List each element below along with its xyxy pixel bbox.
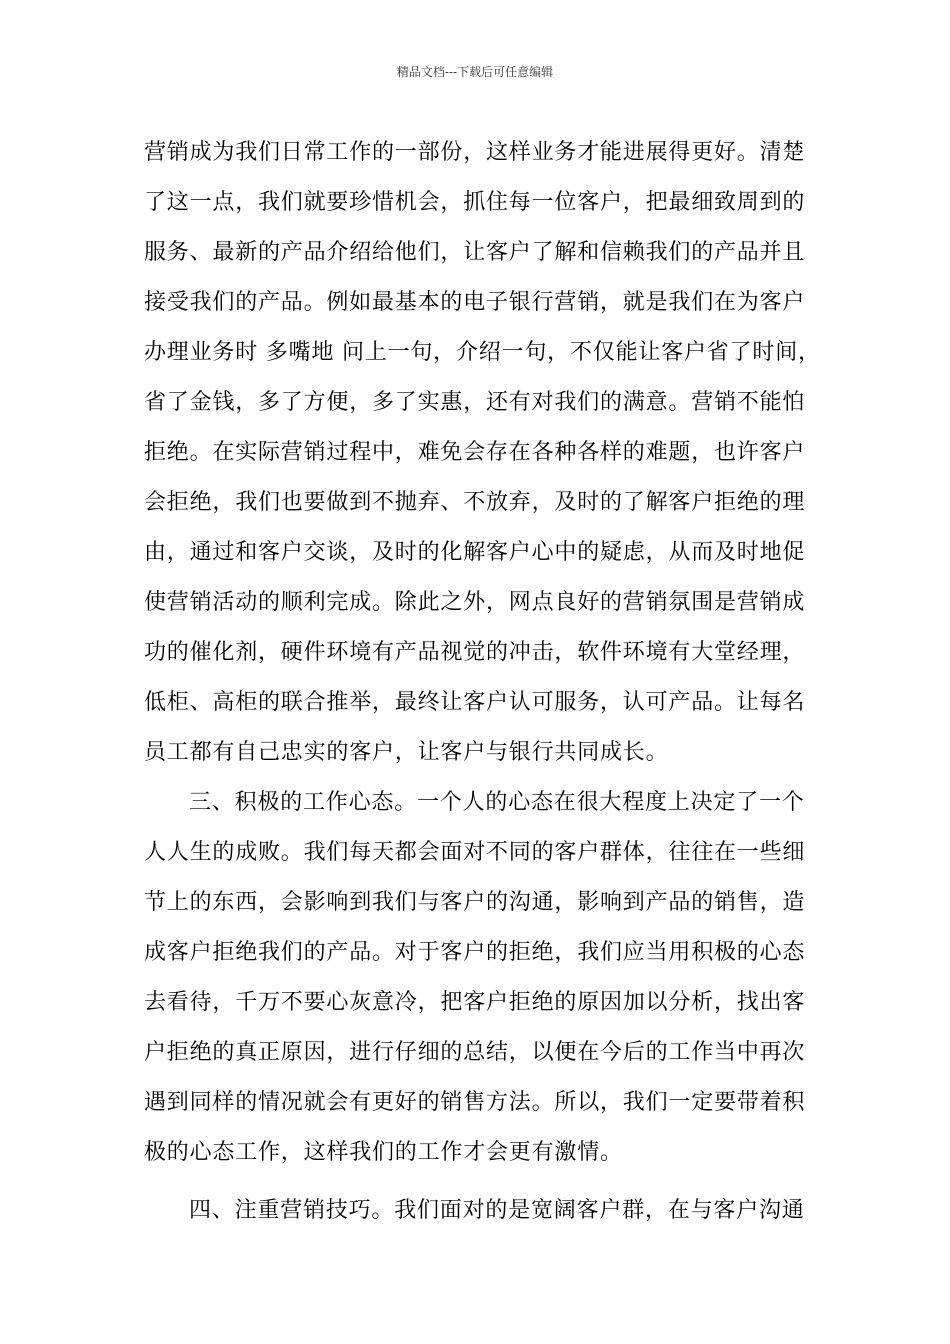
text-line: 由，通过和客户交谈，及时的化解客户心中的疑虑，从而及时地促 — [144, 540, 806, 565]
paragraph-start-line: 三、积极的工作心态。一个人的心态在很大程度上决定了一个 — [189, 790, 805, 815]
text-line: 极的心态工作，这样我们的工作才会更有激情。 — [144, 1140, 623, 1165]
text-line: 遇到同样的情况就会有更好的销售方法。所以，我们一定要带着积 — [144, 1090, 806, 1115]
text-line: 使营销活动的顺利完成。除此之外，网点良好的营销氛围是营销成 — [144, 590, 806, 615]
text-line: 办理业务时 多嘴地 问上一句，介绍一句，不仅能让客户省了时间， — [144, 340, 821, 365]
paragraph-start-line: 四、注重营销技巧。我们面对的是宽阔客户群，在与客户沟通 — [189, 1198, 805, 1223]
text-line: 了这一点，我们就要珍惜机会，抓住每一位客户，把最细致周到的 — [144, 190, 806, 215]
page-header: 精品文档---下载后可任意编辑 — [396, 65, 554, 79]
text-line: 节上的东西，会影响到我们与客户的沟通，影响到产品的销售，造 — [144, 890, 806, 915]
text-line: 低柜、高柜的联合推举，最终让客户认可服务，认可产品。让每名 — [144, 690, 806, 715]
body-text — [144, 128, 821, 1236]
text-line: 成客户拒绝我们的产品。对于客户的拒绝，我们应当用积极的心态 — [144, 940, 806, 965]
text-line: 员工都有自己忠实的客户，让客户与银行共同成长。 — [144, 740, 669, 765]
text-line: 省了金钱，多了方便，多了实惠，还有对我们的满意。营销不能怕 — [144, 390, 806, 415]
text-line: 人人生的成败。我们每天都会面对不同的客户群体，往往在一些细 — [144, 840, 806, 865]
text-line: 服务、最新的产品介绍给他们，让客户了解和信赖我们的产品并且 — [144, 240, 806, 265]
text-line: 会拒绝，我们也要做到不抛弃、不放弃，及时的了解客户拒绝的理 — [144, 490, 806, 515]
text-line: 拒绝。在实际营销过程中，难免会存在各种各样的难题，也许客户 — [144, 440, 806, 465]
text-line: 营销成为我们日常工作的一部份，这样业务才能进展得更好。清楚 — [144, 140, 806, 165]
text-line: 接受我们的产品。例如最基本的电子银行营销，就是我们在为客户 — [144, 290, 806, 315]
text-line: 去看待，千万不要心灰意冷，把客户拒绝的原因加以分析，找出客 — [144, 990, 806, 1015]
text-line: 户拒绝的真正原因，进行仔细的总结，以便在今后的工作当中再次 — [144, 1040, 806, 1065]
text-line: 功的催化剂，硬件环境有产品视觉的冲击，软件环境有大堂经理， — [144, 640, 806, 665]
